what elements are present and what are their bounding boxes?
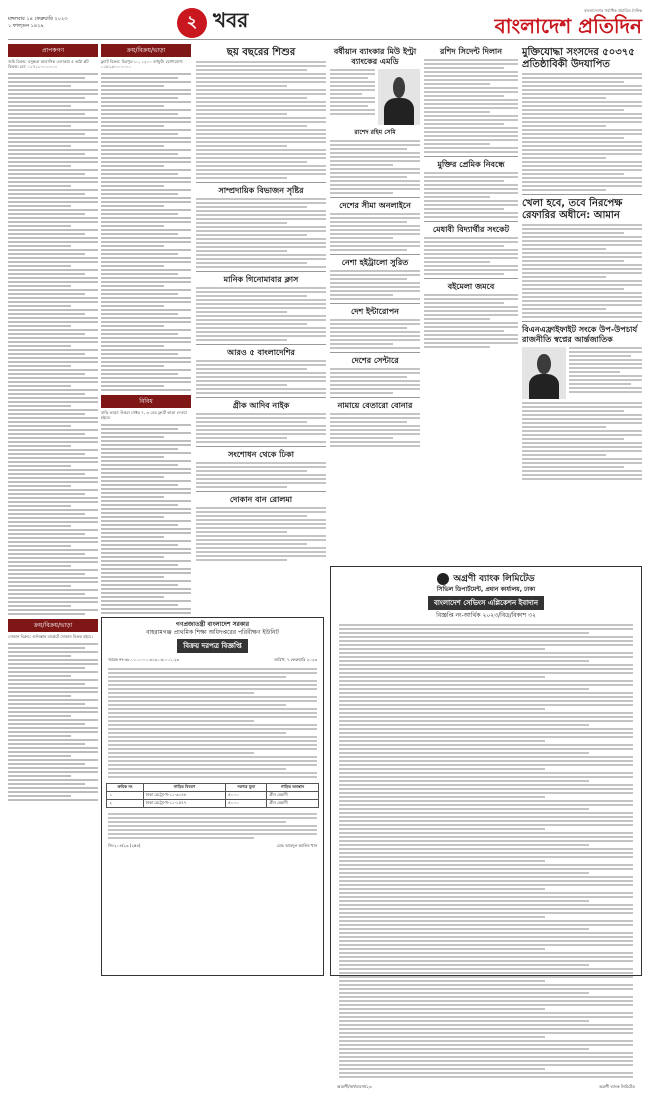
logo-tagline: বাংলাদেশের সর্বাধিক প্রচারিত দৈনিক xyxy=(584,8,642,13)
classified-header-2: ক্রয়/বিক্রয়/ভাড়া xyxy=(101,44,191,57)
table-cell: গ্রীন মেয়াদী xyxy=(267,800,318,808)
table-row xyxy=(107,800,318,808)
tender-table xyxy=(106,783,318,808)
table-cell: ঢাকা মেট্রো-খ-১১-৩১৪৪ xyxy=(143,792,226,800)
table-cell: ঢাকা মেট্রো-খ-১১-১৫৭৭ xyxy=(143,800,226,808)
person-photo xyxy=(522,347,566,399)
table-header-row xyxy=(107,784,318,792)
table-header: গাড়ির অবস্থান xyxy=(267,784,318,792)
tender-footer xyxy=(102,841,323,852)
story-headline[interactable]: দেশ ইন্টারোপন xyxy=(351,307,399,316)
story-headline[interactable]: মুক্তির প্রেমিক নিবন্ধে xyxy=(437,160,505,169)
story-headline[interactable]: বিএনএফ্রাইফাইট সংকে উপ-উপচার্য রাজনীতি স্বপ্নের আর্ন্তজাতিক xyxy=(522,325,638,344)
date-block xyxy=(8,16,173,30)
story-headline[interactable]: নামায়ে বেতারো বোনার xyxy=(337,401,413,410)
classified-column-1 xyxy=(8,44,98,976)
story-headline[interactable]: মেধাবী বিদ্যার্থীর সংকেট xyxy=(432,225,510,234)
tender-office: বাহরামগঞ্জ প্রাথমিক শিক্ষা অধিদপ্তরের পরিবীক্ষণ ইউনিট xyxy=(146,629,279,636)
bank-ad-subtitle: বিজ্ঞপ্তি নং-আর্থিক ২০২৩/বিড/বিকাশ ৩২ xyxy=(436,612,536,619)
page-marker xyxy=(177,6,248,39)
person-caption: রাশেদ রহিম সেমি xyxy=(354,129,396,136)
news-column-left xyxy=(196,44,326,559)
story-headline[interactable]: বর্ষীয়ান ব্যাংকার মিউ ইণ্ট্রা ব্যাংকের এমডি xyxy=(333,47,417,66)
story-headline[interactable]: রশিদ সিদেন্ট দিলান xyxy=(439,47,503,56)
bank-ad-signature: অগ্রণী ব্যাংক লিমিটেড xyxy=(599,1084,635,1089)
date-line-bangla: ১ ফাল্গুন ১৪২৯ xyxy=(8,22,44,29)
bank-advertisement xyxy=(330,566,642,1089)
table-cell: ২ xyxy=(107,800,143,808)
bank-emblem-icon xyxy=(437,573,449,585)
story-headline[interactable]: সাম্প্রদায়িক বিভাজন সৃষ্টির xyxy=(218,186,304,195)
classified-header-1: প্রাপকগণ xyxy=(8,44,98,57)
person-photo xyxy=(378,69,420,125)
story-headline[interactable]: আরও ৫ বাংলাদেশির xyxy=(227,348,295,357)
tender-title: বিক্রয় দরপত্র বিজ্ঞপ্তি xyxy=(177,639,248,653)
story-headline[interactable]: দেশের সেন্টারে xyxy=(351,356,399,365)
classified-header-misc: বিবিধ xyxy=(101,395,191,408)
table-cell: ৫০০০ xyxy=(226,800,267,808)
page-number: ২ xyxy=(177,8,207,38)
classified-text-block xyxy=(8,73,98,615)
story-headline[interactable]: সংশোধন থেকে ঢিকা xyxy=(228,450,294,459)
news-column-right xyxy=(424,44,518,559)
table-cell: ৫০০০ xyxy=(226,792,267,800)
tender-date: তারিখ: ৭ ফেব্রুয়ারি ২০২৩ xyxy=(273,657,317,662)
bank-ad-footer xyxy=(331,1082,641,1093)
table-cell: ১ xyxy=(107,792,143,800)
tender-footer-ref: জি-২০৪/২৩ (২x৪) xyxy=(108,843,141,848)
story-headline[interactable]: ছয় বছরের শিশুর xyxy=(226,47,296,58)
bank-division: সিভিল ডিপার্টমেন্ট, প্রধান কার্যালয়, ঢাকা xyxy=(436,586,536,593)
masthead xyxy=(8,6,642,40)
bank-name: অগ্রণী ব্যাংক লিমিটেড xyxy=(453,574,535,584)
classified-item: দোকান বিক্রয়: গুলিস্তান মার্কেটে দোকান বিক্রয় হইবে। xyxy=(8,634,93,639)
classified-item: জমি বিক্রয়: বসুন্ধরা আবাসিক এলাকায় ৫ কাঠা প্লট বিক্রয়। মো: ০১৭১১-০০০০০০ xyxy=(8,59,89,69)
story-headline[interactable]: নেশা হইট্রালো সুরিত xyxy=(341,258,409,267)
table-header: গাড়ির বিবরণ xyxy=(143,784,226,792)
table-header: ক্রমিক নং xyxy=(107,784,143,792)
tender-ref: স্মারক নং-৩৮.০১.০০০০.৩১৩.০৬.০০১.২৩ xyxy=(108,657,180,662)
bank-logo xyxy=(331,571,641,586)
date-line: মঙ্গলবার ১৪ ফেব্রুয়ারি ২০২৩ xyxy=(8,15,68,22)
table-cell: গ্রীন মেয়াদী xyxy=(267,792,318,800)
news-column-center xyxy=(330,44,420,559)
classified-item: ফ্ল্যাট বিক্রয়: মিরপুর-১০, ১২০০ বর্গফুট। যোগাযোগ: ০১৮১৯-০০০০০০ xyxy=(101,59,184,69)
main-news-block xyxy=(196,44,518,559)
classified-item: বাড়ি ভাড়া: উত্তরা সেক্টর ৭, ৩ বেড ফ্ল্যাট ভাড়া দেওয়া হইবে। xyxy=(101,410,187,420)
page-columns xyxy=(8,44,642,1089)
classified-column-2 xyxy=(101,44,191,609)
story-headline[interactable]: বইমেলা জমবে xyxy=(447,282,495,291)
logo-name: বাংলাদেশ প্রতিদিন xyxy=(494,14,642,38)
table-row xyxy=(107,792,318,800)
table-header: দরপত্র মূল্য xyxy=(226,784,267,792)
story-headline[interactable]: গ্রীক আদিব নাইক xyxy=(232,401,290,410)
story-headline[interactable]: খেলা হবে, তবে নিরপেক্ষ রেফারির অধীনে: আমান xyxy=(522,198,623,221)
section-title: খবর xyxy=(213,8,249,32)
tender-signature: মোঃ আবদুল আলিম খান xyxy=(276,843,317,848)
story-headline[interactable]: দোকান বান রোলমা xyxy=(229,495,293,504)
story-headline[interactable]: মুক্তিযোদ্ধা সংসদের ৫০৩৭৫ প্রতিষ্ঠাবিকী উদযাপিত xyxy=(522,47,635,70)
bank-ad-ref: আগ্রণী/অর্থব্যবসা/২৩ xyxy=(337,1084,372,1089)
classified-header-bottom: ক্রয়/বিক্রয়/ভাড়া xyxy=(8,619,98,632)
bank-ad-title: বাংলাদেশ সেভিংস এপ্লিকেশন ইবাদান xyxy=(428,596,544,610)
tender-advertisement xyxy=(101,617,324,976)
tender-govt: গণপ্রজাতন্ত্রী বাংলাদেশ সরকার xyxy=(175,621,250,628)
story-headline[interactable]: দেশের সীমা অনলাইনে xyxy=(339,201,411,210)
newspaper-logo xyxy=(495,8,642,37)
story-headline[interactable]: মানিক গিনোমাবার ক্লাস xyxy=(223,275,299,284)
